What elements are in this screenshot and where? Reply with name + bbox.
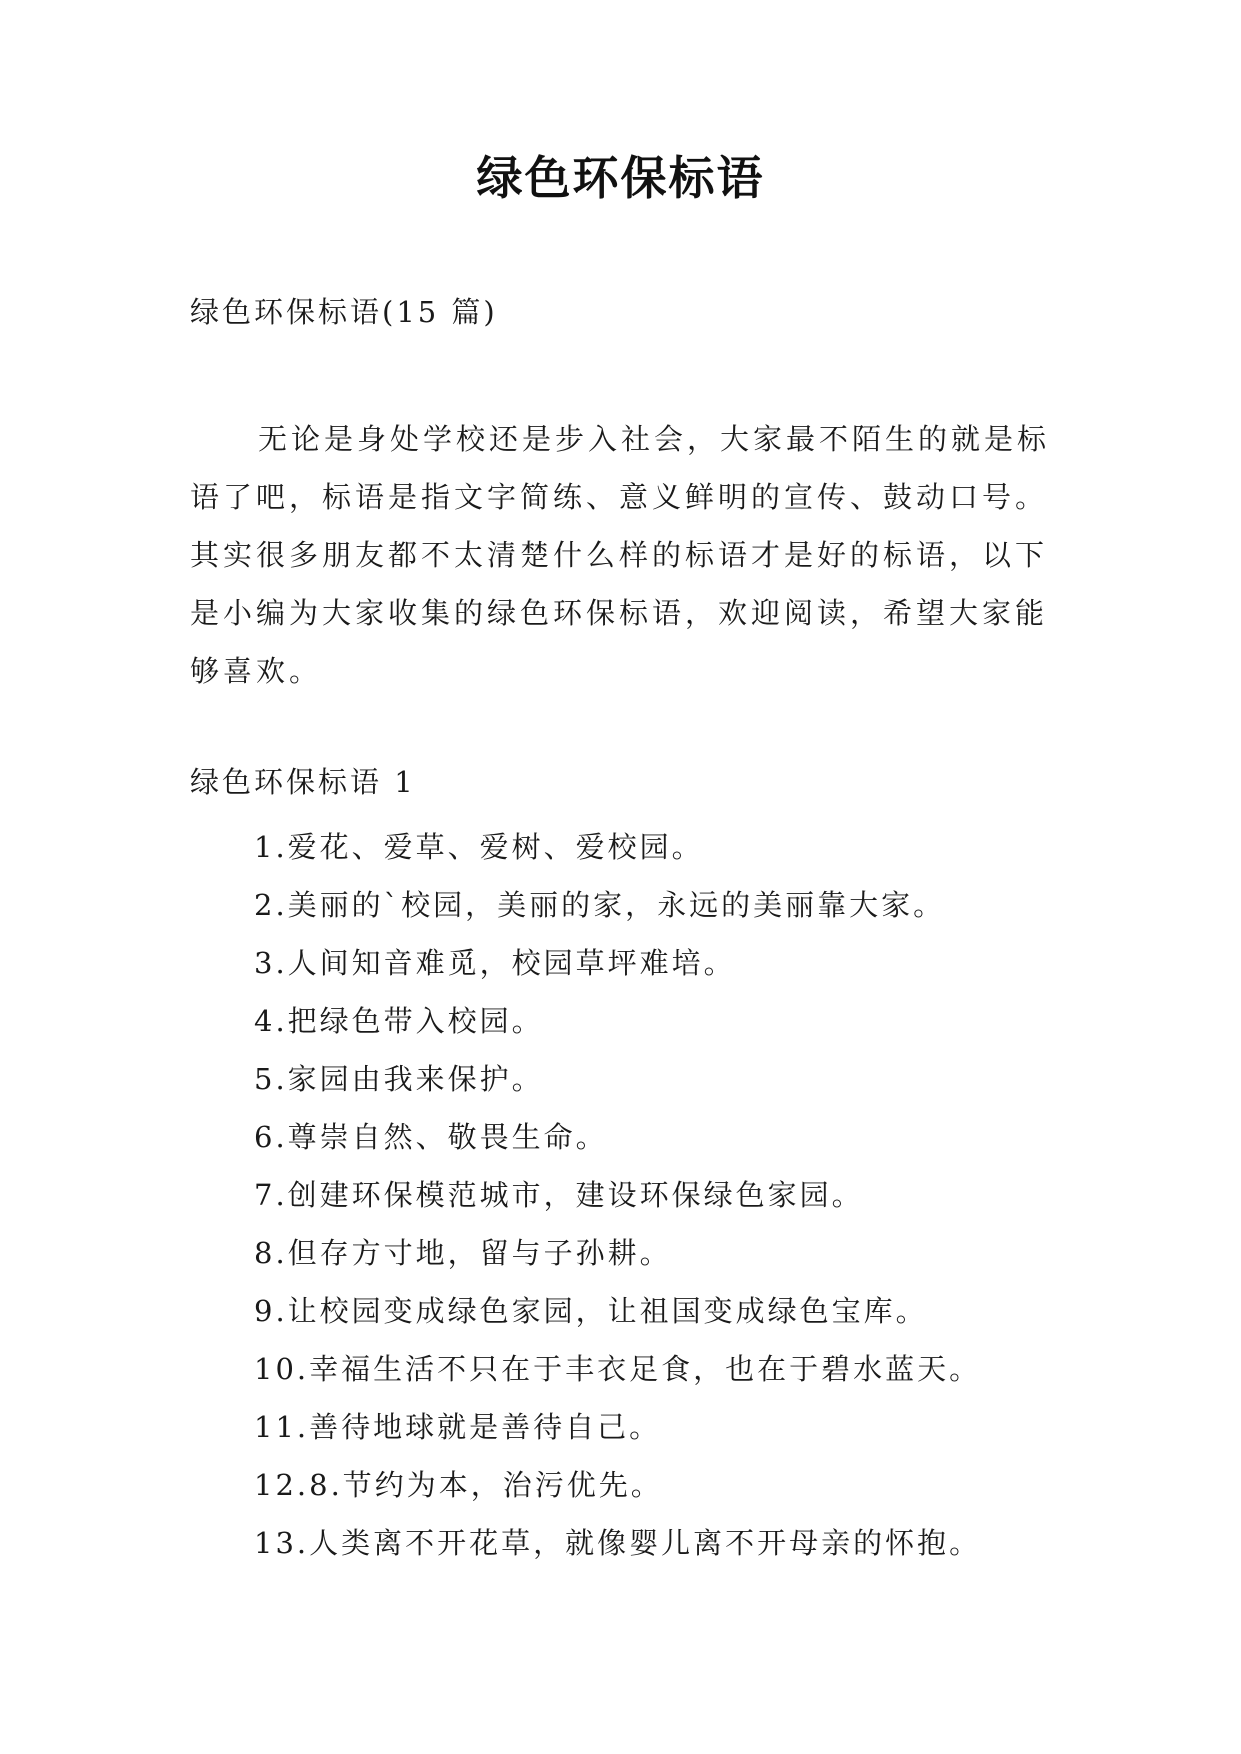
- list-item: 5.家园由我来保护。: [254, 1062, 544, 1096]
- slogan-list: [254, 818, 981, 1572]
- document-title: 绿色环保标语: [476, 151, 765, 205]
- list-item: 10.幸福生活不只在于丰衣足食，也在于碧水蓝天。: [254, 1352, 982, 1386]
- list-item: 11.善待地球就是善待自己。: [254, 1410, 662, 1444]
- document-subtitle: 绿色环保标语(15 篇): [190, 295, 498, 329]
- section-heading: 绿色环保标语 1: [190, 765, 416, 799]
- intro-paragraph: 无论是身处学校还是步入社会，大家最不陌生的就是标语了吧，标语是指文字简练、意义鲜明的宣传、鼓动口号。其实很多朋友都不太清楚什么样的标语才是好的标语，以下是小编为大家收集的绿色环保标语，欢迎阅读，希望大家能够喜欢。: [190, 422, 1051, 688]
- list-item: 6.尊崇自然、敬畏生命。: [254, 1120, 608, 1154]
- list-item: 9.让校园变成绿色家园，让祖国变成绿色宝库。: [254, 1294, 928, 1328]
- list-item: 3.人间知音难觅，校园草坪难培。: [254, 946, 736, 980]
- list-item: 4.把绿色带入校园。: [254, 1004, 544, 1038]
- list-item: 12.8.节约为本，治污优先。: [254, 1468, 663, 1502]
- list-item: 2.美丽的`校园，美丽的家，永远的美丽靠大家。: [254, 888, 946, 922]
- list-item: 7.创建环保模范城市，建设环保绿色家园。: [254, 1178, 864, 1212]
- list-item: 8.但存方寸地，留与子孙耕。: [254, 1236, 672, 1270]
- list-item: 1.爱花、爱草、爱树、爱校园。: [254, 830, 704, 864]
- list-item: 13.人类离不开花草，就像婴儿离不开母亲的怀抱。: [254, 1526, 982, 1560]
